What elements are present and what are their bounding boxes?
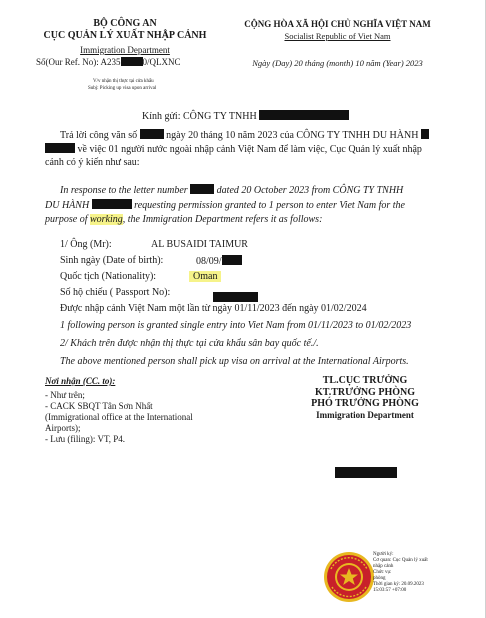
subject-vi: V/v nhận thị thực tại cửa khẩu [93, 79, 154, 84]
digital-sig-line: 15:03:57 +07:00 [373, 588, 407, 593]
entry-vi: Được nhập cảnh Việt Nam một lần từ ngày 01/11/2023 đến ngày 01/02/2024 [60, 303, 367, 314]
body-en-line-2: DU HÀNH requesting permission granted to 1 person to enter Viet Nam for the [45, 200, 405, 211]
recipient-line: Kính gửi: CÔNG TY TNHH [142, 110, 349, 122]
person-name-label: 1/ Ông (Mr): [60, 239, 112, 250]
department-name-en: Immigration Department [80, 45, 170, 55]
department-name: CỤC QUẢN LÝ XUẤT NHẬP CẢNH [43, 30, 207, 41]
signature-title-2: KT.TRƯỞNG PHÒNG [315, 387, 415, 398]
signature-department: Immigration Department [316, 410, 414, 420]
signer-name [335, 464, 397, 482]
cc-title: Nơi nhận (CC. to): [45, 376, 116, 386]
redaction-block [335, 467, 397, 478]
digital-sig-line: Thời gian ký: 20.09.2023 [373, 582, 424, 587]
item2-en: The above mentioned person shall pick up visa on arrival at the International Airports. [60, 356, 409, 367]
redaction-block [421, 129, 429, 139]
cc-item: Airports); [45, 423, 81, 433]
passport-label: Số hộ chiếu ( Passport No): [60, 287, 171, 298]
digital-sig-line: Chức vụ: [373, 570, 392, 575]
person-name: AL BUSAIDI TAIMUR [151, 239, 248, 250]
body-en-line-1: In response to the letter number dated 20 October 2023 from CÔNG TY TNHH [60, 185, 404, 196]
redaction-block [121, 57, 143, 66]
country-name: CỘNG HÒA XÃ HỘI CHỦ NGHĨA VIỆT NAM [244, 19, 431, 29]
ministry-name: BỘ CÔNG AN [93, 18, 157, 29]
body-vi-line-2: về việc 01 người nước ngoài nhập cảnh Việt Nam để làm việc, Cục Quản lý xuất nhập [45, 143, 422, 155]
body-vi-line-1: Trả lời công văn số ngày 20 tháng 10 năm 2023 của CÔNG TY TNHH DU HÀNH [60, 129, 429, 141]
body-vi-line-3: cảnh có ý kiến như sau: [45, 157, 140, 168]
digital-sig-line: phòng [373, 576, 386, 581]
reference-number: Số(Our Ref. No): A235 0/QLXNC [36, 57, 181, 67]
entry-en: 1 following person is granted single entry into Viet Nam from 01/11/2023 to 01/02/2023 [60, 320, 412, 331]
country-name-en: Socialist Republic of Viet Nam [284, 31, 391, 41]
cc-item: - Như trên; [45, 390, 85, 400]
subject-en: Subj: Picking up visa upon arrival [88, 86, 157, 91]
redaction-block [190, 184, 214, 194]
nationality-label: Quốc tịch (Nationality): [60, 271, 157, 282]
nationality-value: Oman [189, 271, 221, 282]
signature-title-3: PHÓ TRƯỞNG PHÒNG [311, 398, 419, 409]
cc-item: (Immigrational office at the International [45, 412, 193, 422]
redaction-block [140, 129, 164, 139]
dob-value: 08/09/ [196, 255, 242, 267]
document-date: Ngày (Day) 20 tháng (month) 10 năm (Year) 2023 [252, 58, 423, 68]
body-en-line-3: purpose of working, the Immigration Department refers it as follows: [45, 214, 323, 225]
digital-sig-line: nhập cảnh [373, 564, 394, 569]
item2-vi: 2/ Khách trên được nhận thị thực tại cửa khẩu sân bay quốc tế./. [60, 338, 319, 349]
redaction-block [45, 143, 75, 153]
signature-title-1: TL.CỤC TRƯỞNG [322, 375, 408, 386]
cc-item: - Lưu (filing): VT, P4. [45, 434, 126, 444]
redaction-block [222, 255, 242, 265]
redaction-block [213, 292, 258, 302]
cc-item: - CACK SBQT Tân Sơn Nhất [45, 401, 153, 411]
dob-label: Sinh ngày (Date of birth): [60, 255, 164, 266]
digital-sig-line: Người ký: [373, 552, 394, 557]
redaction-block [259, 110, 349, 120]
official-seal-icon [323, 551, 375, 603]
redaction-block [92, 199, 132, 209]
digital-sig-line: Cơ quan: Cục Quản lý xuất [373, 558, 428, 563]
